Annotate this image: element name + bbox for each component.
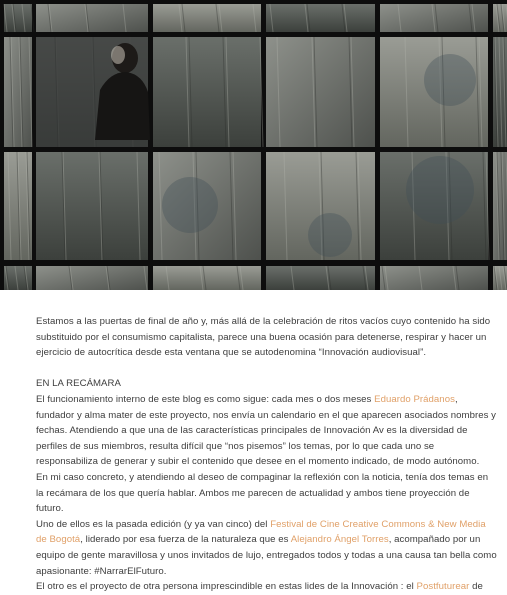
glass-pane (153, 4, 261, 32)
glass-pane (4, 37, 32, 147)
text: , acompañado por un equipo de gente maravillosa y unos invitados de lujo, entregados todos y todas a una causa tan bella como apasionante: #NarrarElFuturo. (36, 534, 497, 577)
glass-pane (266, 4, 375, 32)
stain-mark (162, 177, 218, 233)
text: El otro es el proyecto de otra persona imprescindible en estas lides de la Innovación : el (36, 581, 417, 593)
paragraph-postfuturear (36, 579, 498, 595)
hero-image (0, 0, 507, 290)
link-eduardo-pradanos[interactable]: Eduardo Prádanos (374, 393, 455, 405)
intro-paragraph: Estamos a las puertas de final de año y, más allá de la celebración de ritos vacíos cuyo contenido ha sido substituido por el consumismo capitalista, parece una buena ocasión para detenerse, respirar y hacer un ejercicio de autocrítica desde esta ventana que se autodenomina “Innovación audiovisual”. (36, 316, 491, 359)
glass-pane (36, 266, 148, 290)
glass-pane (266, 266, 375, 290)
glass-pane (4, 4, 32, 32)
glass-pane (153, 266, 261, 290)
link-alejandro-angel-torres[interactable]: Alejandro Ángel Torres (290, 534, 389, 546)
paragraph-my-case: En mi caso concreto, y atendiendo al deseo de compaginar la reflexión con la noticia, tenía dos temas en la recámara de los que quería hablar. Ambos me parecen de actualidad y ambos tiene proyección de futuro. (36, 471, 489, 515)
text: El funcionamiento interno de este blog es como sigue: cada mes o dos meses (36, 393, 375, 405)
text: de (469, 581, 483, 593)
paragraph-blog-workflow (36, 392, 498, 470)
link-festival-bogota[interactable]: Festival de Cine Creative Commons & New Media de Bogotá (36, 518, 486, 546)
link-postfuturear[interactable]: Postfuturear (416, 581, 470, 593)
glass-pane (153, 37, 261, 147)
glass-pane (36, 4, 148, 32)
glass-pane (36, 152, 148, 260)
hero-illustration (0, 0, 507, 290)
paragraph-festival (36, 517, 498, 579)
section-heading: EN LA RECÁMARA (36, 378, 121, 390)
text: , liderado por esa fuerza de la naturaleza que es (80, 534, 291, 546)
text: Uno de ellos es la pasada edición (y ya van cinco) del (36, 518, 271, 530)
glass-pane (380, 266, 488, 290)
stain-mark (424, 54, 476, 106)
stain-mark (308, 213, 352, 257)
text: , fundador y alma mater de este proyecto, nos envía un calendario en el que aparecen asociados nombres y fechas. Atendiendo a que una de las características principales de Innovación Av es la diversidad de perfiles de sus miembros, resulta difícil que “nos pisemos” los temas, por lo que cada uno se responsabiliza de generar y subir el contenido que desee en el momento indicado, de modo autónomo. (36, 393, 497, 468)
stain-mark (406, 156, 474, 224)
article-body (36, 314, 498, 595)
glass-pane (266, 37, 375, 147)
